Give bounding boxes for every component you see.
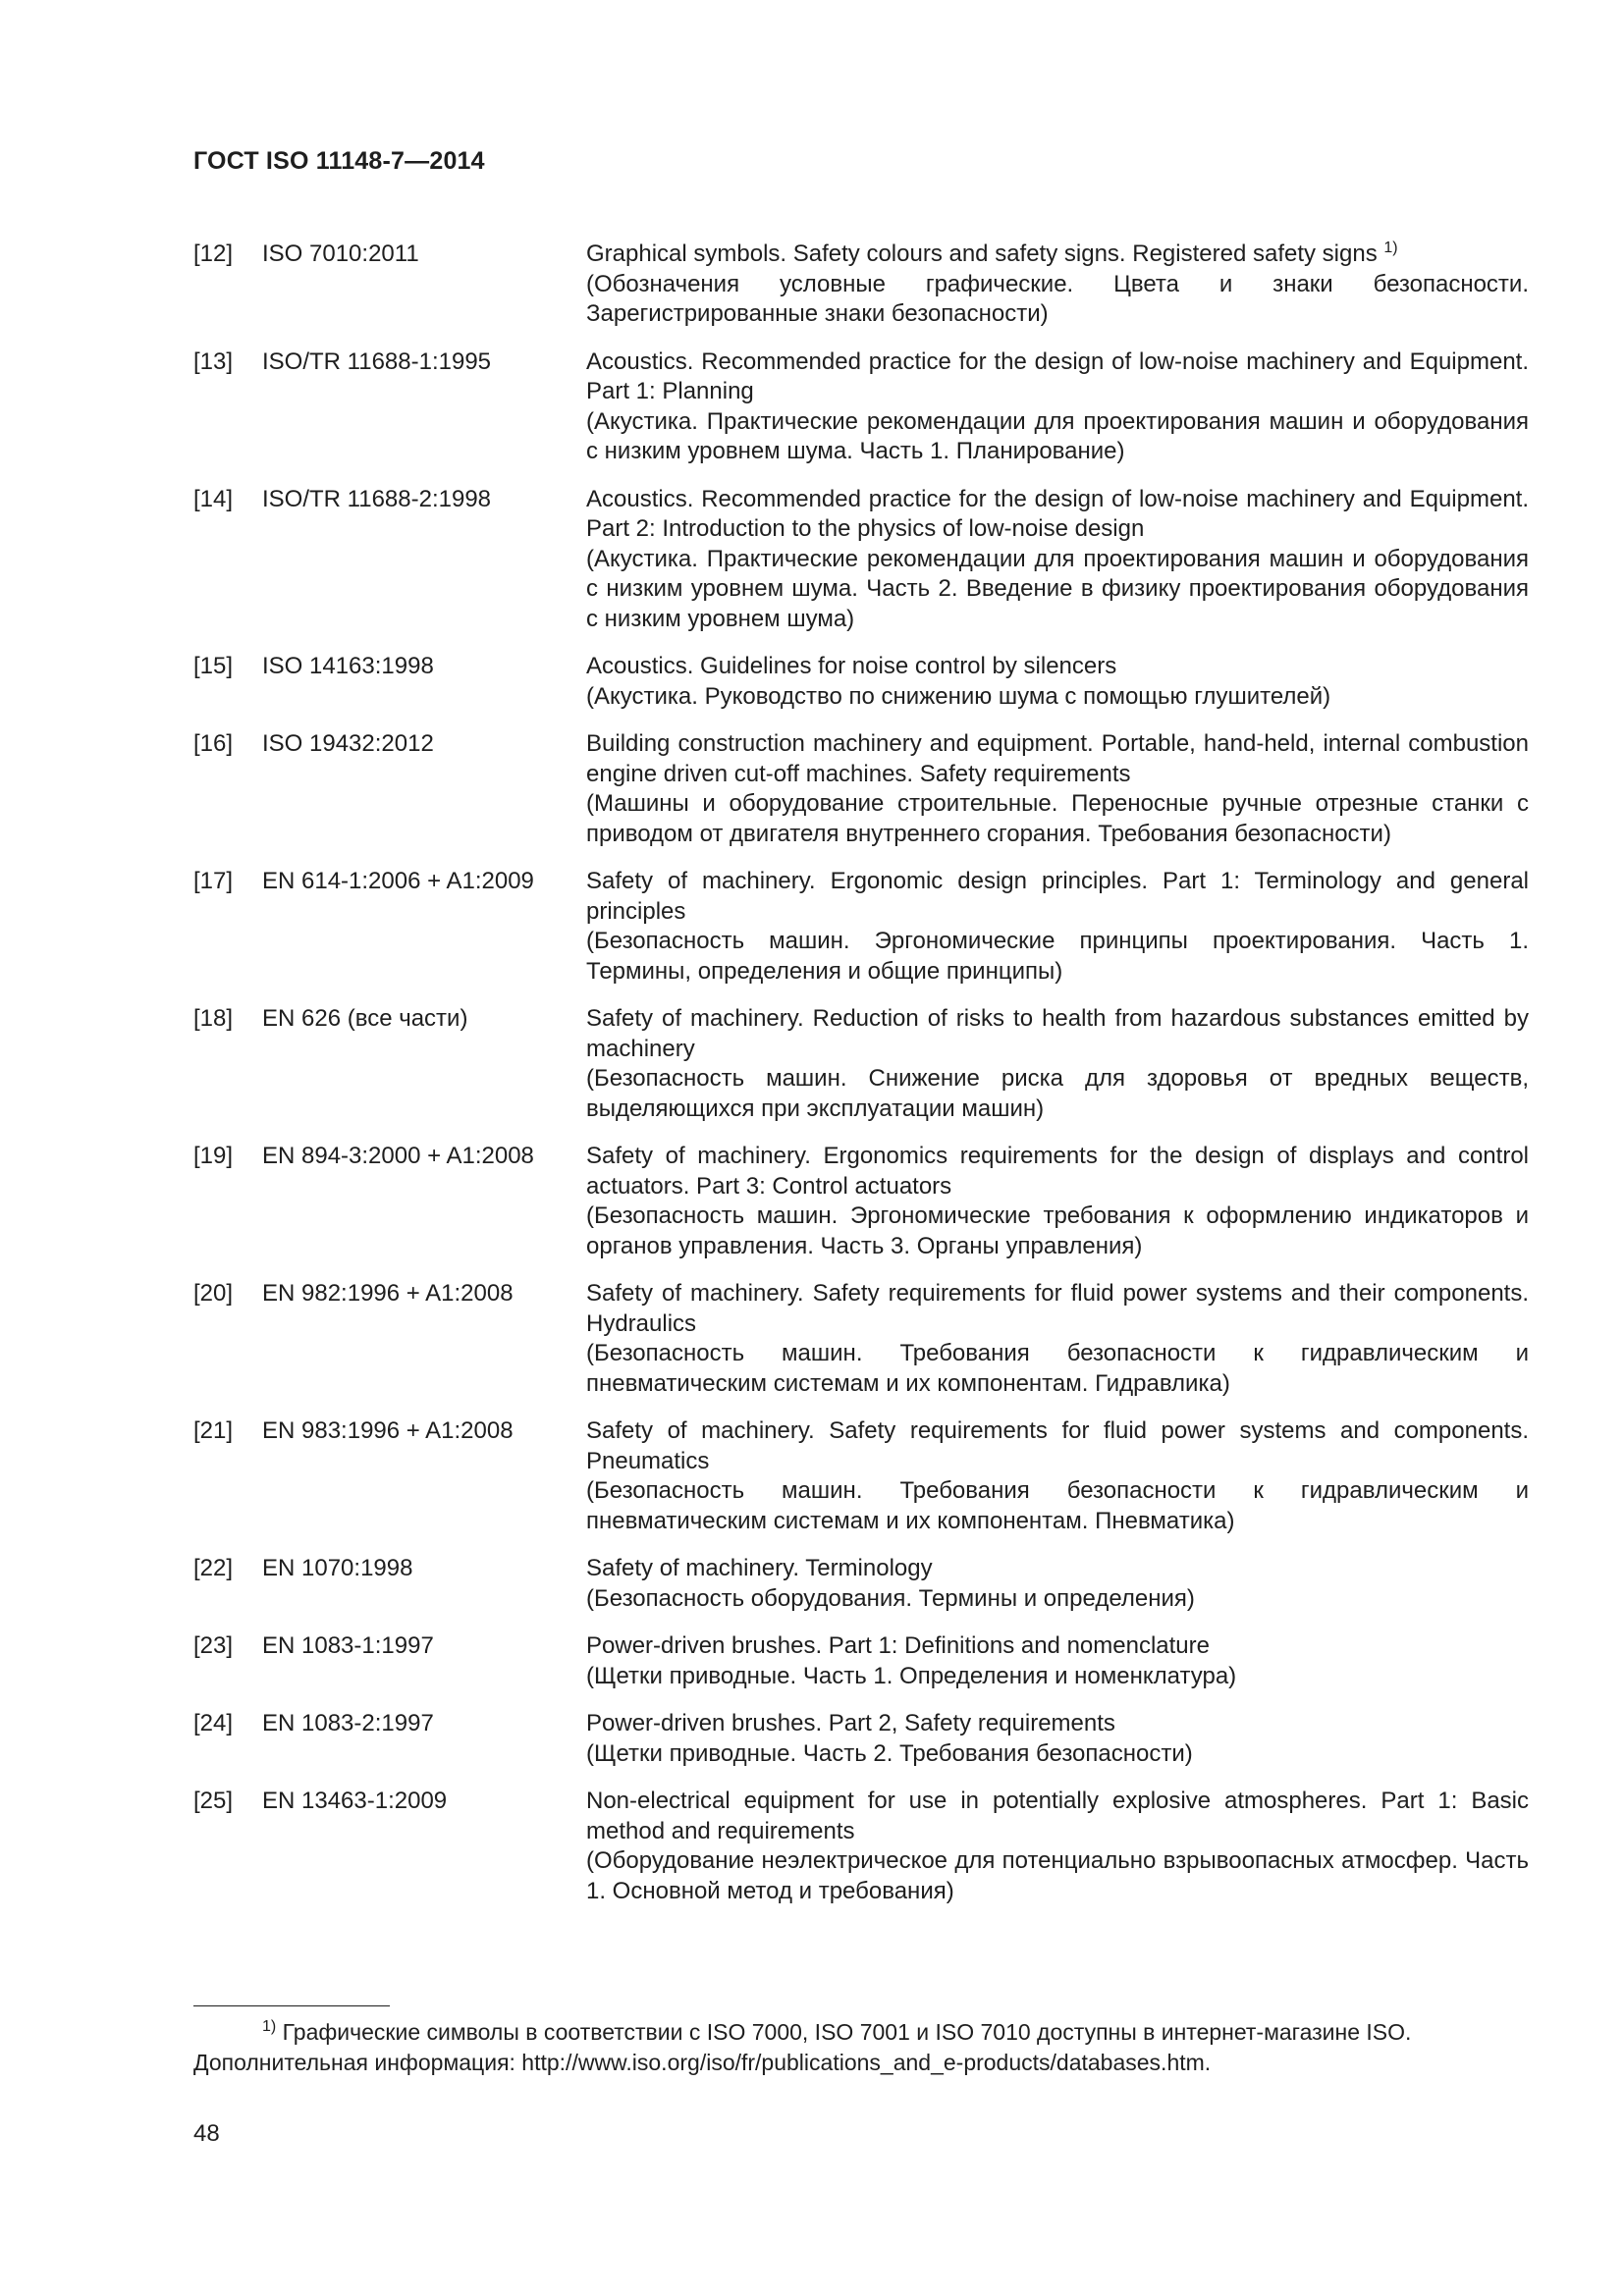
reference-code: EN 1083-1:1997 bbox=[262, 1632, 434, 1659]
reference-description bbox=[586, 1279, 1529, 1399]
reference-code: ISO 7010:2011 bbox=[262, 240, 419, 267]
reference-title: Power-driven brushes. Part 1: Definitions and nomenclature bbox=[586, 1632, 1210, 1659]
reference-item bbox=[193, 1787, 1529, 1906]
reference-code: ISO 19432:2012 bbox=[262, 730, 434, 757]
reference-number: [18] bbox=[193, 1005, 234, 1032]
reference-title: Safety of machinery. Terminology bbox=[586, 1555, 933, 1581]
reference-title: Non-electrical equipment for use in potentially explosive atmospheres. Part 1: Basic method and requirements bbox=[586, 1788, 1529, 1844]
reference-translation: (Акустика. Практические рекомендации для проектирования машин и оборудования с низким уровнем шума. Часть 2. Введение в физику проектирования оборудования с низким уровнем шума) bbox=[586, 545, 1529, 632]
reference-title: Graphical symbols. Safety colours and safety signs. Registered safety signs $^{1)}$ bbox=[586, 240, 1398, 267]
reference-code: EN 1070:1998 bbox=[262, 1555, 413, 1581]
reference-title: Building construction machinery and equipment. Portable, hand-held, internal combustion engine driven cut-off machines. Safety requirements bbox=[586, 730, 1529, 787]
reference-translation: (Акустика. Практические рекомендации для проектирования машин и оборудования с низким уровнем шума. Часть 1. Планирование) bbox=[586, 407, 1529, 464]
footnote-divider bbox=[193, 2005, 390, 2006]
footnote-marker[interactable]: 1) bbox=[1383, 240, 1398, 256]
reference-item bbox=[193, 1554, 1529, 1614]
page-number: 48 bbox=[193, 2120, 220, 2147]
reference-description bbox=[586, 652, 1529, 712]
reference-item bbox=[193, 1279, 1529, 1399]
reference-description bbox=[586, 729, 1529, 849]
reference-item bbox=[193, 1709, 1529, 1769]
reference-number: [14] bbox=[193, 485, 234, 512]
reference-code: EN 1083-2:1997 bbox=[262, 1710, 434, 1736]
reference-code: EN 982:1996 + A1:2008 bbox=[262, 1280, 514, 1307]
reference-description bbox=[586, 1709, 1529, 1769]
reference-title: Power-driven brushes. Part 2, Safety requirements bbox=[586, 1710, 1115, 1736]
reference-description bbox=[586, 1554, 1529, 1614]
reference-translation: (Оборудование неэлектрическое для потенциально взрывоопасных атмосфер. Часть 1. Основной метод и требования) bbox=[586, 1847, 1529, 1904]
reference-translation: (Щетки приводные. Часть 2. Требования безопасности) bbox=[586, 1739, 1193, 1767]
reference-title: Safety of machinery. Safety requirements for fluid power systems and their components. Hydraulics bbox=[586, 1280, 1529, 1337]
reference-code: ISO/TR 11688-2:1998 bbox=[262, 485, 492, 512]
reference-item bbox=[193, 652, 1529, 712]
reference-item bbox=[193, 1416, 1529, 1536]
reference-translation: (Акустика. Руководство по снижению шума с помощью глушителей) bbox=[586, 682, 1331, 710]
reference-translation: (Безопасность машин. Снижение риска для здоровья от вредных веществ, выделяющихся при эксплуатации машин) bbox=[586, 1065, 1529, 1122]
reference-description bbox=[586, 347, 1529, 467]
reference-number: [13] bbox=[193, 347, 234, 375]
reference-description bbox=[586, 485, 1529, 635]
reference-title: Safety of machinery. Ergonomic design principles. Part 1: Terminology and general principles bbox=[586, 868, 1529, 925]
reference-description bbox=[586, 1142, 1529, 1261]
reference-translation: (Безопасность машин. Требования безопасности к гидравлическим и пневматическим системам и их компонентам. Пневматика) bbox=[586, 1477, 1529, 1534]
reference-item bbox=[193, 347, 1529, 467]
reference-translation: (Безопасность машин. Требования безопасности к гидравлическим и пневматическим системам и их компонентам. Гидравлика) bbox=[586, 1340, 1529, 1397]
reference-number: [25] bbox=[193, 1788, 234, 1814]
reference-item bbox=[193, 485, 1529, 635]
reference-description bbox=[586, 867, 1529, 987]
footnote-line: $^{1)}$ Графические символы в соответствии с ISO 7000, ISO 7001 и ISO 7010 доступны в интернет-магазине ISO. bbox=[262, 2018, 1412, 2045]
reference-code: EN 894-3:2000 + A1:2008 bbox=[262, 1143, 534, 1169]
reference-number: [23] bbox=[193, 1632, 234, 1659]
reference-description bbox=[586, 1004, 1529, 1124]
reference-number: [16] bbox=[193, 730, 234, 757]
reference-translation: (Безопасность машин. Эргономические требования к оформлению индикаторов и органов управления. Часть 3. Органы управления) bbox=[586, 1202, 1529, 1259]
bibliography-list bbox=[193, 240, 1529, 1924]
reference-code: EN 983:1996 + A1:2008 bbox=[262, 1417, 514, 1444]
reference-number: [15] bbox=[193, 653, 234, 679]
reference-item bbox=[193, 867, 1529, 987]
reference-code: ISO/TR 11688-1:1995 bbox=[262, 347, 492, 375]
reference-description bbox=[586, 1416, 1529, 1536]
reference-item bbox=[193, 1004, 1529, 1124]
document-header: ГОСТ ISO 11148-7—2014 bbox=[193, 147, 485, 175]
reference-title: Safety of machinery. Ergonomics requirements for the design of displays and control actuators. Part 3: Control actuators bbox=[586, 1143, 1529, 1200]
reference-number: [20] bbox=[193, 1280, 234, 1307]
footnote-link-line[interactable]: Дополнительная информация: http://www.iso.org/iso/fr/publications_and_e-products/databases.htm. bbox=[193, 2050, 1212, 2075]
reference-title: Safety of machinery. Safety requirements for fluid power systems and components. Pneumatics bbox=[586, 1417, 1529, 1474]
reference-code: EN 614-1:2006 + A1:2009 bbox=[262, 868, 534, 894]
reference-code: ISO 14163:1998 bbox=[262, 653, 434, 679]
reference-code: EN 626 (все части) bbox=[262, 1005, 468, 1032]
reference-item bbox=[193, 1142, 1529, 1261]
reference-translation: (Щетки приводные. Часть 1. Определения и номенклатура) bbox=[586, 1662, 1237, 1689]
reference-title: Safety of machinery. Reduction of risks to health from hazardous substances emitted by machinery bbox=[586, 1005, 1529, 1062]
reference-description bbox=[586, 240, 1529, 330]
footnote-mark: 1) bbox=[262, 2018, 277, 2035]
reference-item bbox=[193, 1631, 1529, 1691]
reference-translation: (Безопасность оборудования. Термины и определения) bbox=[586, 1584, 1195, 1612]
reference-description bbox=[586, 1787, 1529, 1906]
reference-number: [19] bbox=[193, 1143, 234, 1169]
reference-number: [17] bbox=[193, 868, 234, 894]
footnote bbox=[193, 2017, 1529, 2078]
reference-title: Acoustics. Guidelines for noise control by silencers bbox=[586, 653, 1117, 679]
reference-item bbox=[193, 729, 1529, 849]
reference-title: Acoustics. Recommended practice for the design of low-noise machinery and Equipment. Part 2: Introduction to the physics of low-noise design bbox=[586, 485, 1529, 542]
reference-number: [24] bbox=[193, 1710, 234, 1736]
reference-translation: (Обозначения условные графические. Цвета и знаки безопасности. Зарегистрированные знаки безопасности) bbox=[586, 270, 1529, 327]
reference-title: Acoustics. Recommended practice for the design of low-noise machinery and Equipment. Part 1: Planning bbox=[586, 347, 1529, 404]
reference-translation: (Машины и оборудование строительные. Переносные ручные отрезные станки с приводом от двигателя внутреннего сгорания. Требования безопасности) bbox=[586, 790, 1529, 847]
reference-item bbox=[193, 240, 1529, 330]
reference-translation: (Безопасность машин. Эргономические принципы проектирования. Часть 1. Термины, определения и общие принципы) bbox=[586, 928, 1529, 985]
reference-description bbox=[586, 1631, 1529, 1691]
reference-code: EN 13463-1:2009 bbox=[262, 1788, 448, 1814]
reference-number: [22] bbox=[193, 1555, 234, 1581]
reference-number: [21] bbox=[193, 1417, 234, 1444]
reference-number: [12] bbox=[193, 240, 234, 267]
